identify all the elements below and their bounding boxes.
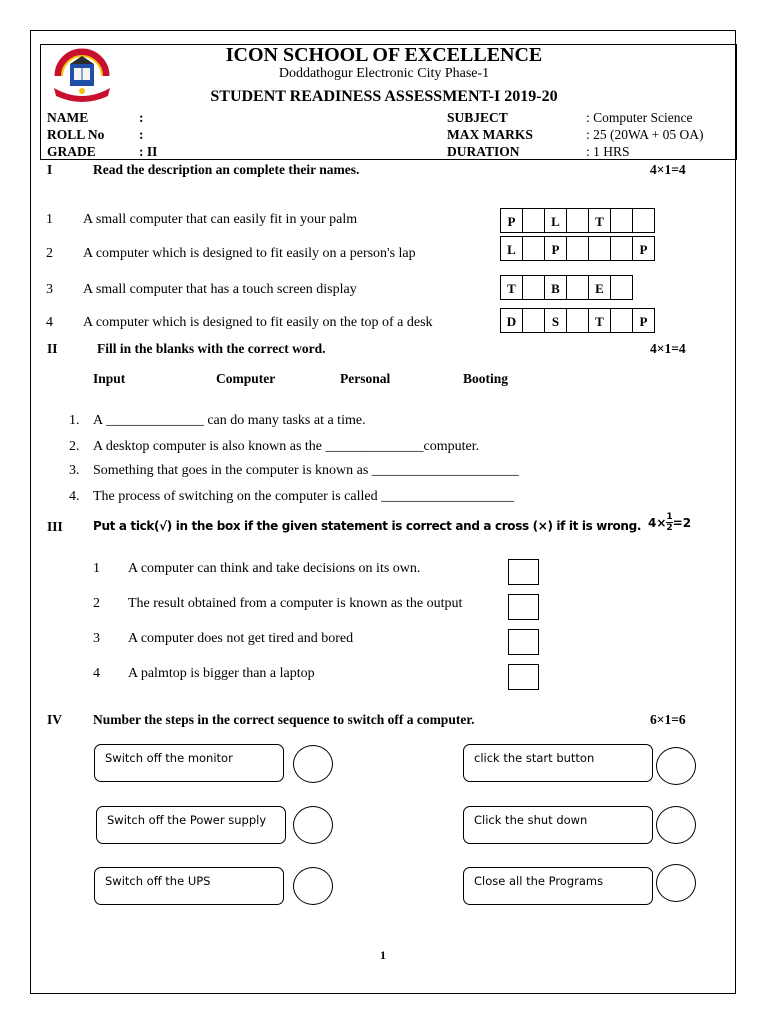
s3-item-3-text: A computer does not get tired and bored [128, 631, 354, 646]
step-3-number-circle[interactable] [293, 806, 333, 844]
letter-box[interactable] [566, 236, 589, 261]
letter-box[interactable]: D [500, 308, 523, 333]
section-1-title: Read the description an complete their names. [93, 162, 360, 177]
step-click-start-button: click the start button [463, 744, 653, 782]
letter-box[interactable]: E [588, 275, 611, 300]
section-2-marks: 4×1=4 [650, 341, 686, 356]
word-bank-4: Booting [463, 371, 509, 386]
section-4-marks: 6×1=6 [650, 712, 686, 727]
marks-fraction-denominator: 2 [666, 523, 673, 533]
grade-value: : II [139, 144, 158, 159]
s3-item-1-number: 1 [93, 561, 100, 576]
step-click-shut-down: Click the shut down [463, 806, 653, 844]
letter-box[interactable] [566, 308, 589, 333]
letter-box[interactable] [522, 308, 545, 333]
letter-box[interactable] [522, 208, 545, 233]
letter-box[interactable]: P [544, 236, 567, 261]
s1-item-1-letter-boxes[interactable] [501, 208, 655, 233]
max-marks-label: MAX MARKS [447, 127, 533, 142]
s3-item-4-answer-box[interactable] [508, 664, 539, 690]
s1-item-1-text: A small computer that can easily fit in your palm [83, 212, 358, 227]
max-marks-value: : 25 (20WA + 05 OA) [586, 127, 704, 142]
s3-item-3-number: 3 [93, 631, 100, 646]
section-1-number: I [47, 162, 53, 177]
marks-fraction-numerator: 1 [666, 512, 673, 522]
s3-item-4-number: 4 [93, 666, 100, 681]
letter-box[interactable]: T [588, 208, 611, 233]
word-bank-1: Input [93, 371, 126, 386]
step-switch-off-power-supply: Switch off the Power supply [96, 806, 286, 844]
section-4-number: IV [47, 712, 63, 727]
section-3-title: Put a tick(√) in the box if the given statement is correct and a cross (×) if it is wrong. [93, 519, 642, 533]
s1-item-1-number: 1 [46, 212, 53, 227]
section-2-number: II [47, 341, 58, 356]
s2-item-4-number: 4. [69, 489, 80, 504]
section-1-marks: 4×1=4 [650, 162, 686, 177]
letter-box[interactable]: T [500, 275, 523, 300]
section-3-number: III [47, 519, 63, 534]
name-value[interactable]: : [139, 110, 144, 125]
duration-value: : 1 HRS [586, 144, 630, 159]
letter-box[interactable] [588, 236, 611, 261]
duration-label: DURATION [447, 144, 520, 159]
section-3-marks [648, 512, 691, 533]
section-4-title: Number the steps in the correct sequence to switch off a computer. [93, 712, 475, 727]
section-2-title: Fill in the blanks with the correct word. [97, 341, 326, 356]
s2-item-1-number: 1. [69, 413, 80, 428]
s2-item-4-text: The process of switching on the computer is called ___________________ [93, 489, 515, 504]
s1-item-2-text: A computer which is designed to fit easily on a person's lap [83, 246, 416, 261]
step-6-number-circle[interactable] [656, 864, 696, 902]
roll-value[interactable]: : [139, 127, 144, 142]
s1-item-3-number: 3 [46, 282, 53, 297]
letter-box[interactable] [522, 275, 545, 300]
school-address: Doddathogur Electronic City Phase-1 [278, 66, 490, 81]
s3-item-2-answer-box[interactable] [508, 594, 539, 620]
s2-item-3-number: 3. [69, 463, 80, 478]
subject-value: : Computer Science [586, 110, 693, 125]
step-switch-off-monitor: Switch off the monitor [94, 744, 284, 782]
s3-item-3-answer-box[interactable] [508, 629, 539, 655]
letter-box[interactable]: P [632, 308, 655, 333]
letter-box[interactable] [632, 208, 655, 233]
s3-item-1-answer-box[interactable] [508, 559, 539, 585]
s2-item-3-text: Something that goes in the computer is known as _____________________ [93, 463, 519, 478]
assessment-title: STUDENT READINESS ASSESSMENT-I 2019-20 [210, 88, 558, 105]
letter-box[interactable] [566, 275, 589, 300]
letter-box[interactable]: L [500, 236, 523, 261]
letter-box[interactable]: L [544, 208, 567, 233]
letter-box[interactable]: B [544, 275, 567, 300]
s3-item-4-text: A palmtop is bigger than a laptop [128, 666, 315, 681]
s1-item-2-letter-boxes[interactable] [501, 236, 655, 261]
word-bank-3: Personal [340, 371, 391, 386]
step-1-number-circle[interactable] [293, 745, 333, 783]
s1-item-2-number: 2 [46, 246, 53, 261]
s1-item-4-number: 4 [46, 315, 53, 330]
step-5-number-circle[interactable] [293, 867, 333, 905]
subject-label: SUBJECT [447, 110, 508, 125]
step-2-number-circle[interactable] [656, 747, 696, 785]
letter-box[interactable]: P [632, 236, 655, 261]
step-close-all-programs: Close all the Programs [463, 867, 653, 905]
s3-item-2-number: 2 [93, 596, 100, 611]
marks-suffix: =2 [672, 515, 692, 530]
step-4-number-circle[interactable] [656, 806, 696, 844]
letter-box[interactable]: S [544, 308, 567, 333]
grade-label: GRADE [47, 144, 96, 159]
letter-box[interactable] [610, 275, 633, 300]
page-number: 1 [380, 948, 386, 962]
step-switch-off-ups: Switch off the UPS [94, 867, 284, 905]
letter-box[interactable]: T [588, 308, 611, 333]
school-name: ICON SCHOOL OF EXCELLENCE [225, 44, 543, 66]
letter-box[interactable]: P [500, 208, 523, 233]
roll-label: ROLL No [47, 127, 105, 142]
word-bank-2: Computer [216, 371, 276, 386]
s1-item-4-letter-boxes[interactable] [501, 308, 655, 333]
letter-box[interactable] [610, 208, 633, 233]
name-label: NAME [47, 110, 89, 125]
s2-item-1-text: A ______________ can do many tasks at a time. [93, 413, 366, 428]
s1-item-4-text: A computer which is designed to fit easily on the top of a desk [83, 315, 433, 330]
letter-box[interactable] [610, 308, 633, 333]
marks-prefix: 4× [648, 515, 667, 530]
letter-box[interactable] [610, 236, 633, 261]
letter-box[interactable] [566, 208, 589, 233]
s2-item-2-number: 2. [69, 439, 80, 454]
s2-item-2-text: A desktop computer is also known as the ______________computer. [93, 439, 480, 454]
s3-item-1-text: A computer can think and take decisions on its own. [128, 561, 421, 576]
s1-item-3-text: A small computer that has a touch screen display [83, 282, 357, 297]
s1-item-3-letter-boxes[interactable] [501, 275, 633, 300]
s3-item-2-text: The result obtained from a computer is known as the output [128, 596, 463, 611]
letter-box[interactable] [522, 236, 545, 261]
